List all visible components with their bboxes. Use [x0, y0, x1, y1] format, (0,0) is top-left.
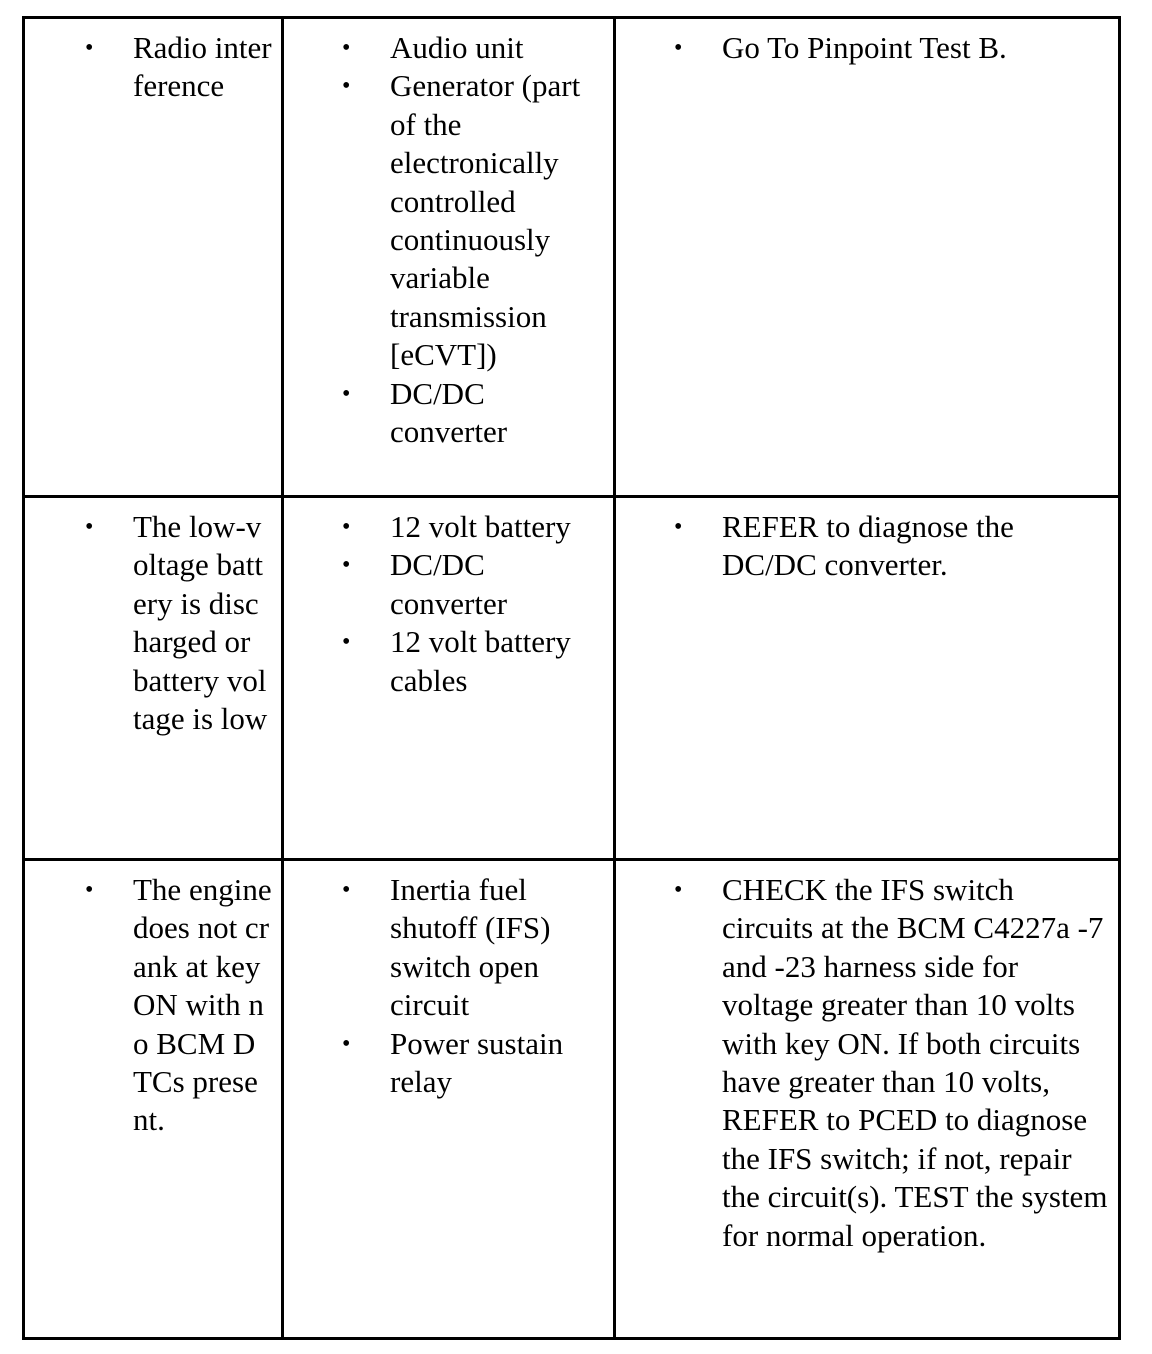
table-row	[24, 497, 1120, 860]
symptom-cell	[24, 860, 283, 1339]
table-row	[24, 860, 1120, 1339]
list-item	[284, 29, 605, 67]
list-item	[284, 375, 605, 452]
action-list	[616, 29, 1110, 67]
action-list	[616, 871, 1110, 1255]
symptom-cell	[24, 18, 283, 497]
source-text: Generator (part of the electronically controlled continuously variable transmission [eCVT])	[390, 68, 581, 373]
list-item	[284, 546, 605, 623]
list-item	[284, 1025, 605, 1102]
symptom-text: Radio interference	[133, 30, 272, 104]
symptom-text: The low-voltage battery is discharged or battery voltage is low	[133, 509, 268, 737]
source-list	[284, 871, 605, 1101]
action-text: Go To Pinpoint Test B.	[722, 30, 1007, 65]
list-item	[616, 871, 1110, 1255]
source-text: DC/DC converter	[390, 375, 508, 450]
source-list	[284, 29, 605, 451]
list-item	[616, 29, 1110, 67]
source-text: DC/DC converter	[390, 547, 508, 621]
possible-source-cell	[283, 497, 615, 860]
symptom-list	[25, 871, 273, 1140]
symptom-cell	[24, 497, 283, 860]
list-item	[284, 67, 605, 374]
action-text: CHECK the IFS switch circuits at the BCM C4227a -7 and -23 harness side for voltage greater than 10 volts with key ON. If both circuits have greater than 10 volts, REFER to PCED to diagnose the IFS switch; if not, repair the circuit(s). TEST the system for normal operation.	[722, 872, 1108, 1253]
list-item	[616, 508, 1110, 585]
action-cell	[615, 860, 1120, 1339]
source-text: 12 volt battery	[390, 509, 571, 544]
symptom-list	[25, 29, 273, 106]
list-item	[284, 508, 605, 546]
diagnostic-table	[22, 16, 1121, 1340]
action-cell	[615, 18, 1120, 497]
symptom-list	[25, 508, 273, 738]
source-list	[284, 508, 605, 700]
list-item	[284, 871, 605, 1025]
action-cell	[615, 497, 1120, 860]
list-item	[25, 508, 273, 738]
action-list	[616, 508, 1110, 585]
source-text: Inertia fuel shutoff (IFS) switch open circuit	[390, 872, 551, 1023]
list-item	[284, 623, 605, 700]
source-text: Audio unit	[390, 30, 524, 65]
possible-source-cell	[283, 18, 615, 497]
list-item	[25, 871, 273, 1140]
source-text: 12 volt battery cables	[390, 624, 571, 698]
symptom-text: The engine does not crank at key ON with no BCM DTCs present.	[133, 872, 272, 1138]
table-row	[24, 18, 1120, 497]
possible-source-cell	[283, 860, 615, 1339]
action-text: REFER to diagnose the DC/DC converter.	[722, 509, 1014, 583]
list-item	[25, 29, 273, 106]
source-text: Power sustain relay	[390, 1025, 564, 1100]
